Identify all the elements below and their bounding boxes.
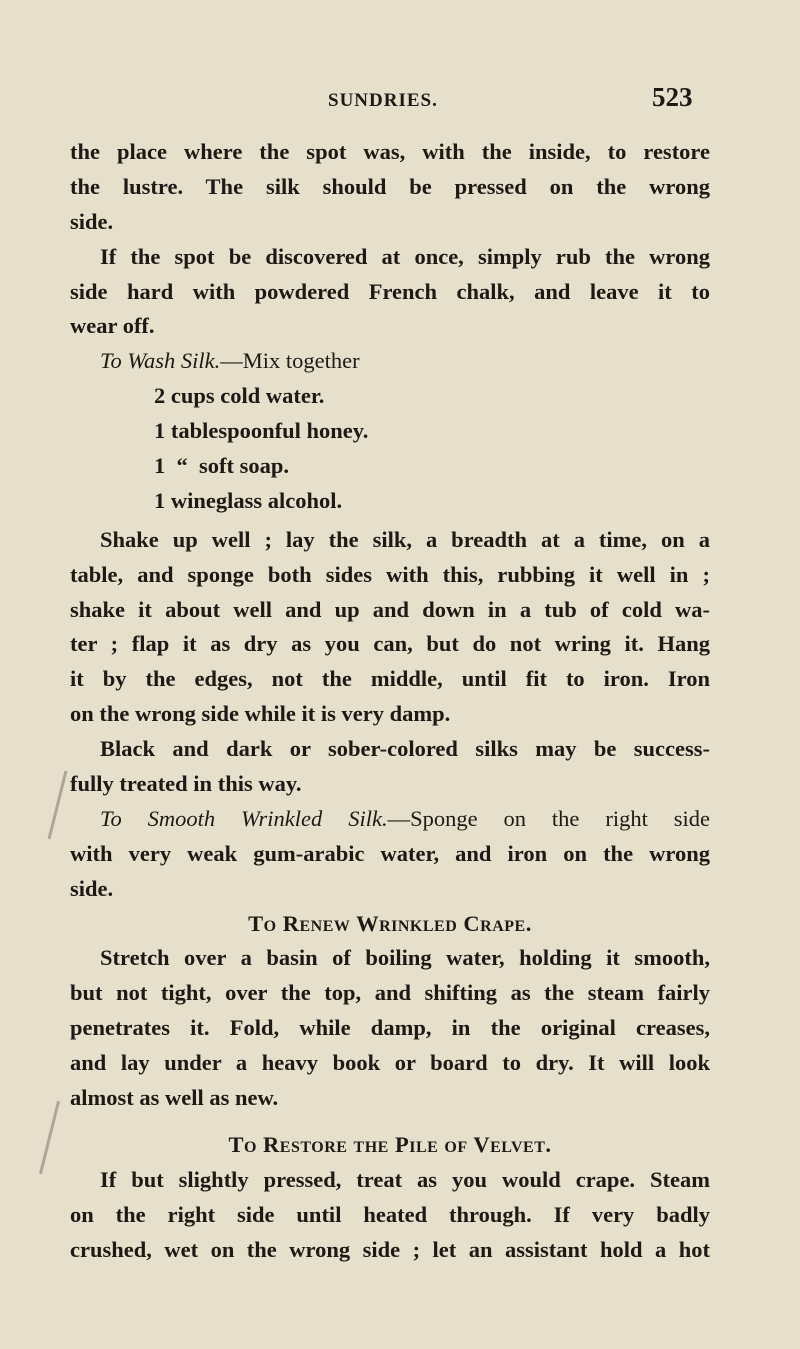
page-body	[70, 135, 710, 1268]
recipe-title: To Wash Silk.	[100, 348, 221, 374]
text-line: ter ; flap it as dry as you can, but do not wring it. Hang	[70, 631, 710, 657]
recipe-lead: —Sponge on the right side	[387, 805, 711, 831]
text-line: and lay under a heavy book or board to dry. It will look	[70, 1050, 710, 1076]
text-line: the lustre. The silk should be pressed on the wrong	[70, 173, 710, 199]
text-line: side.	[70, 875, 114, 901]
text-line: If the spot be discovered at once, simply rub the wrong	[100, 243, 710, 269]
ingredient: 2 cups cold water.	[154, 383, 325, 409]
text-line: the place where the spot was, with the inside, to restore	[70, 139, 710, 164]
text-line: table, and sponge both sides with this, rubbing it well in ;	[70, 561, 710, 587]
text-line: it by the edges, not the middle, until fit to iron. Iron	[70, 666, 710, 692]
recipe-title: To Smooth Wrinkled Silk.	[100, 805, 388, 831]
text-line: with very weak gum-arabic water, and iron on the wrong	[70, 840, 710, 866]
text-line: Black and dark or sober-colored silks may be success-	[100, 736, 710, 762]
text-line: on the right side until heated through. If very badly	[70, 1201, 710, 1227]
text-line: Shake up well ; lay the silk, a breadth at a time, on a	[100, 526, 710, 552]
text-line: wear off.	[70, 313, 155, 339]
text-line: almost as well as new.	[70, 1085, 279, 1111]
recipe-intro	[70, 344, 710, 379]
text-line: crushed, wet on the wrong side ; let an assistant hold a hot	[70, 1236, 710, 1262]
text-line: Stretch over a basin of boiling water, holding it smooth,	[100, 945, 710, 971]
running-head: SUNDRIES.	[328, 90, 438, 111]
text-line: side.	[70, 208, 114, 234]
ingredient: 1 “ soft soap.	[154, 453, 290, 479]
text-line: fully treated in this way.	[70, 771, 302, 797]
recipe-lead: —Mix together	[220, 348, 360, 374]
text-line: If but slightly pressed, treat as you would crape. Steam	[100, 1166, 710, 1192]
text-line: shake it about well and up and down in a tub of cold wa-	[70, 596, 710, 622]
ingredient: 1 wineglass alcohol.	[154, 487, 343, 513]
ingredient: 1 tablespoonful honey.	[154, 418, 369, 444]
pencil-mark	[39, 1101, 60, 1174]
pencil-mark	[48, 771, 68, 840]
section-heading: To Restore the Pile of Velvet.	[228, 1131, 552, 1157]
text-line: penetrates it. Fold, while damp, in the original creases,	[70, 1015, 710, 1041]
text-line: on the wrong side while it is very damp.	[70, 701, 451, 727]
text-line: but not tight, over the top, and shifting as the steam fairly	[70, 980, 710, 1006]
page-number: 523	[652, 82, 693, 112]
section-heading: To Renew Wrinkled Crape.	[248, 910, 532, 936]
recipe-intro	[70, 802, 710, 837]
text-line: side hard with powdered French chalk, and leave it to	[70, 278, 710, 304]
